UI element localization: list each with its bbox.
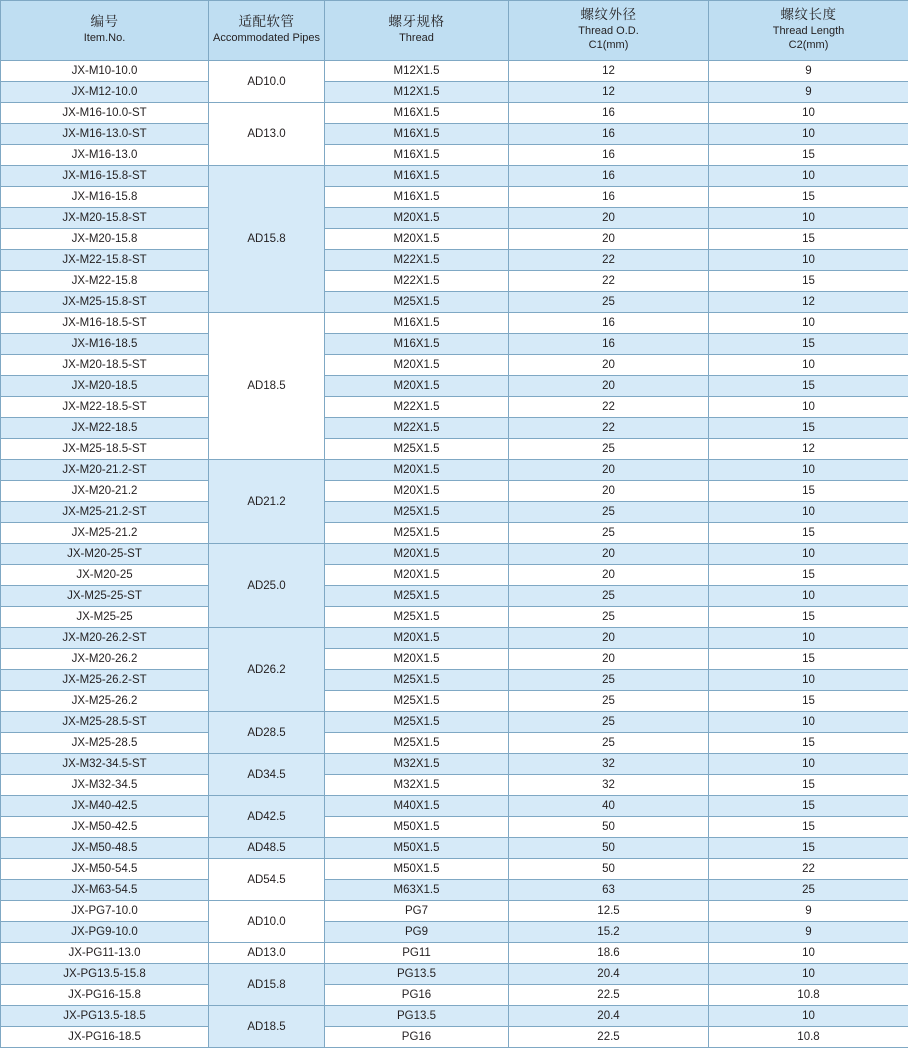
- cell-thread: M20X1.5: [325, 460, 509, 481]
- table-row: [1, 607, 908, 628]
- cell-thread-od: 63: [509, 880, 709, 901]
- table-row: [1, 208, 908, 229]
- cell-thread-od: 25: [509, 607, 709, 628]
- cell-thread: M25X1.5: [325, 586, 509, 607]
- cell-accommodated-pipe: AD15.8: [209, 964, 325, 1006]
- cell-thread-length: 10: [709, 586, 908, 607]
- cell-thread-length: 15: [709, 817, 908, 838]
- cell-thread: M25X1.5: [325, 523, 509, 544]
- cell-thread: M22X1.5: [325, 418, 509, 439]
- table-row: [1, 166, 908, 187]
- header-en-sublabel: C2(mm): [711, 39, 906, 53]
- cell-thread: M25X1.5: [325, 607, 509, 628]
- cell-thread-length: 10: [709, 628, 908, 649]
- cell-thread-length: 15: [709, 607, 908, 628]
- cell-thread-od: 25: [509, 292, 709, 313]
- cell-thread-od: 20.4: [509, 1006, 709, 1027]
- cell-thread-length: 10: [709, 124, 908, 145]
- cell-thread-length: 10: [709, 1006, 908, 1027]
- table-row: [1, 628, 908, 649]
- cell-item-no: JX-M16-13.0-ST: [1, 124, 209, 145]
- table-row: [1, 481, 908, 502]
- cell-item-no: JX-M32-34.5: [1, 775, 209, 796]
- table-row: [1, 649, 908, 670]
- table-row: [1, 565, 908, 586]
- cell-thread-od: 16: [509, 103, 709, 124]
- cell-thread-od: 50: [509, 859, 709, 880]
- table-row: [1, 943, 908, 964]
- cell-item-no: JX-PG13.5-15.8: [1, 964, 209, 985]
- cell-item-no: JX-M25-21.2-ST: [1, 502, 209, 523]
- table-row: [1, 544, 908, 565]
- cell-accommodated-pipe: AD26.2: [209, 628, 325, 712]
- table-row: [1, 775, 908, 796]
- table-row: [1, 796, 908, 817]
- cell-accommodated-pipe: AD10.0: [209, 61, 325, 103]
- cell-accommodated-pipe: AD18.5: [209, 313, 325, 460]
- cell-thread-od: 16: [509, 313, 709, 334]
- cell-thread: PG16: [325, 985, 509, 1006]
- table-row: [1, 418, 908, 439]
- cell-item-no: JX-M16-15.8: [1, 187, 209, 208]
- column-header-accommodated-pipes: [209, 1, 325, 61]
- cell-thread-od: 22: [509, 250, 709, 271]
- cell-thread-od: 25: [509, 691, 709, 712]
- cell-thread-length: 10: [709, 208, 908, 229]
- cell-thread-length: 10: [709, 964, 908, 985]
- cell-accommodated-pipe: AD18.5: [209, 1006, 325, 1048]
- cell-thread: M50X1.5: [325, 859, 509, 880]
- cell-thread-od: 15.2: [509, 922, 709, 943]
- cell-accommodated-pipe: AD25.0: [209, 544, 325, 628]
- cell-thread-od: 22: [509, 271, 709, 292]
- cell-thread-od: 20.4: [509, 964, 709, 985]
- cell-thread-length: 10: [709, 460, 908, 481]
- table-row: [1, 985, 908, 1006]
- cell-thread: PG9: [325, 922, 509, 943]
- cell-thread-length: 15: [709, 271, 908, 292]
- cell-thread: M25X1.5: [325, 733, 509, 754]
- table-row: [1, 439, 908, 460]
- table-row: [1, 838, 908, 859]
- cell-item-no: JX-M20-21.2: [1, 481, 209, 502]
- cell-thread-od: 16: [509, 124, 709, 145]
- header-en-label: Accommodated Pipes: [211, 32, 322, 46]
- column-header-item-no: [1, 1, 209, 61]
- cell-item-no: JX-M25-25-ST: [1, 586, 209, 607]
- cell-item-no: JX-M50-42.5: [1, 817, 209, 838]
- table-row: [1, 1027, 908, 1048]
- table-row: [1, 271, 908, 292]
- cell-thread-od: 16: [509, 166, 709, 187]
- cell-thread-od: 32: [509, 775, 709, 796]
- cell-thread-od: 22.5: [509, 985, 709, 1006]
- cell-thread: M22X1.5: [325, 397, 509, 418]
- cell-item-no: JX-M20-26.2: [1, 649, 209, 670]
- cell-thread: M22X1.5: [325, 250, 509, 271]
- cell-thread-od: 16: [509, 187, 709, 208]
- cell-thread-od: 25: [509, 670, 709, 691]
- table-row: [1, 292, 908, 313]
- cell-thread: M32X1.5: [325, 775, 509, 796]
- cell-thread-od: 16: [509, 145, 709, 166]
- table-row: [1, 145, 908, 166]
- cell-item-no: JX-M50-54.5: [1, 859, 209, 880]
- table-row: [1, 82, 908, 103]
- cell-item-no: JX-M20-18.5-ST: [1, 355, 209, 376]
- table-body: [1, 61, 908, 1048]
- cell-item-no: JX-M25-21.2: [1, 523, 209, 544]
- cell-accommodated-pipe: AD28.5: [209, 712, 325, 754]
- cell-accommodated-pipe: AD21.2: [209, 460, 325, 544]
- cell-item-no: JX-M25-15.8-ST: [1, 292, 209, 313]
- cell-thread-length: 10: [709, 397, 908, 418]
- cell-item-no: JX-M22-18.5: [1, 418, 209, 439]
- table-row: [1, 103, 908, 124]
- cell-thread-od: 12.5: [509, 901, 709, 922]
- cell-thread: M25X1.5: [325, 712, 509, 733]
- cell-thread: M20X1.5: [325, 565, 509, 586]
- table-row: [1, 187, 908, 208]
- cell-thread-od: 20: [509, 565, 709, 586]
- cell-thread: M20X1.5: [325, 208, 509, 229]
- cell-thread: M16X1.5: [325, 313, 509, 334]
- cell-thread: M16X1.5: [325, 103, 509, 124]
- cell-item-no: JX-M20-15.8-ST: [1, 208, 209, 229]
- table-row: [1, 859, 908, 880]
- cell-item-no: JX-M16-15.8-ST: [1, 166, 209, 187]
- cell-item-no: JX-M16-10.0-ST: [1, 103, 209, 124]
- cell-item-no: JX-PG11-13.0: [1, 943, 209, 964]
- cell-thread: M20X1.5: [325, 628, 509, 649]
- cell-thread-length: 10: [709, 355, 908, 376]
- cell-thread: M20X1.5: [325, 544, 509, 565]
- cell-thread-length: 10.8: [709, 985, 908, 1006]
- header-en-sublabel: C1(mm): [511, 39, 706, 53]
- header-cn-label: 适配软管: [211, 14, 322, 31]
- cell-thread: M20X1.5: [325, 229, 509, 250]
- table-row: [1, 901, 908, 922]
- cell-thread: M16X1.5: [325, 124, 509, 145]
- cell-thread-od: 20: [509, 229, 709, 250]
- cell-item-no: JX-M25-25: [1, 607, 209, 628]
- cell-thread-od: 25: [509, 523, 709, 544]
- cell-thread-length: 12: [709, 292, 908, 313]
- cell-item-no: JX-M20-18.5: [1, 376, 209, 397]
- table-row: [1, 355, 908, 376]
- cell-thread-length: 15: [709, 691, 908, 712]
- cell-thread: M20X1.5: [325, 649, 509, 670]
- cell-thread: M63X1.5: [325, 880, 509, 901]
- cell-thread-length: 15: [709, 229, 908, 250]
- cell-thread-length: 10: [709, 754, 908, 775]
- cell-thread-length: 9: [709, 901, 908, 922]
- table-row: [1, 922, 908, 943]
- cell-thread: M20X1.5: [325, 355, 509, 376]
- cell-thread-od: 16: [509, 334, 709, 355]
- cell-thread-od: 32: [509, 754, 709, 775]
- header-en-label: Thread: [327, 32, 506, 46]
- cell-thread-length: 15: [709, 481, 908, 502]
- cell-thread-length: 25: [709, 880, 908, 901]
- cell-thread: M50X1.5: [325, 817, 509, 838]
- cell-thread-length: 15: [709, 733, 908, 754]
- cell-item-no: JX-M25-28.5: [1, 733, 209, 754]
- cell-thread-od: 20: [509, 208, 709, 229]
- cell-thread: PG13.5: [325, 1006, 509, 1027]
- cell-thread: M16X1.5: [325, 334, 509, 355]
- header-cn-label: 编号: [3, 14, 206, 31]
- cell-item-no: JX-M40-42.5: [1, 796, 209, 817]
- cell-item-no: JX-M25-26.2-ST: [1, 670, 209, 691]
- cell-thread: M25X1.5: [325, 292, 509, 313]
- header-row: [1, 1, 908, 61]
- cell-item-no: JX-M16-18.5-ST: [1, 313, 209, 334]
- cell-thread-od: 22.5: [509, 1027, 709, 1048]
- cell-thread-od: 18.6: [509, 943, 709, 964]
- cell-thread-length: 15: [709, 376, 908, 397]
- cell-item-no: JX-M20-21.2-ST: [1, 460, 209, 481]
- column-header-thread-od: [509, 1, 709, 61]
- cell-thread-od: 20: [509, 628, 709, 649]
- cell-item-no: JX-M16-13.0: [1, 145, 209, 166]
- table-row: [1, 397, 908, 418]
- cell-thread-od: 25: [509, 733, 709, 754]
- cell-item-no: JX-M10-10.0: [1, 61, 209, 82]
- cell-item-no: JX-M32-34.5-ST: [1, 754, 209, 775]
- cell-thread-od: 20: [509, 460, 709, 481]
- cell-thread: M22X1.5: [325, 271, 509, 292]
- cell-thread: M25X1.5: [325, 691, 509, 712]
- cell-thread: M16X1.5: [325, 166, 509, 187]
- cell-thread-length: 9: [709, 82, 908, 103]
- cell-thread-length: 15: [709, 796, 908, 817]
- cell-accommodated-pipe: AD10.0: [209, 901, 325, 943]
- cell-item-no: JX-M25-26.2: [1, 691, 209, 712]
- cell-thread: M40X1.5: [325, 796, 509, 817]
- cell-item-no: JX-M22-18.5-ST: [1, 397, 209, 418]
- cell-item-no: JX-M16-18.5: [1, 334, 209, 355]
- cell-item-no: JX-M12-10.0: [1, 82, 209, 103]
- cell-thread: PG7: [325, 901, 509, 922]
- cell-thread-length: 10: [709, 712, 908, 733]
- cell-thread-length: 10: [709, 250, 908, 271]
- header-cn-label: 螺纹外径: [511, 7, 706, 24]
- table-row: [1, 124, 908, 145]
- cell-item-no: JX-M20-15.8: [1, 229, 209, 250]
- cell-thread: PG16: [325, 1027, 509, 1048]
- cell-thread-length: 10: [709, 166, 908, 187]
- cell-accommodated-pipe: AD42.5: [209, 796, 325, 838]
- header-en-label: Thread O.D.: [511, 25, 706, 39]
- table-row: [1, 733, 908, 754]
- cell-thread: M12X1.5: [325, 61, 509, 82]
- table-row: [1, 586, 908, 607]
- cell-thread-length: 10.8: [709, 1027, 908, 1048]
- cell-accommodated-pipe: AD54.5: [209, 859, 325, 901]
- cell-item-no: JX-M22-15.8: [1, 271, 209, 292]
- cell-thread-od: 22: [509, 397, 709, 418]
- cell-thread-od: 25: [509, 712, 709, 733]
- cell-thread-length: 15: [709, 775, 908, 796]
- column-header-thread-length: [709, 1, 908, 61]
- cell-item-no: JX-PG16-18.5: [1, 1027, 209, 1048]
- table-row: [1, 502, 908, 523]
- cell-accommodated-pipe: AD34.5: [209, 754, 325, 796]
- header-cn-label: 螺纹长度: [711, 7, 906, 24]
- cell-thread-od: 40: [509, 796, 709, 817]
- cell-thread: M16X1.5: [325, 145, 509, 166]
- cell-item-no: JX-M25-18.5-ST: [1, 439, 209, 460]
- table-row: [1, 691, 908, 712]
- table-row: [1, 1006, 908, 1027]
- cell-thread-od: 25: [509, 586, 709, 607]
- cell-thread: M12X1.5: [325, 82, 509, 103]
- table-header: [1, 1, 908, 61]
- table-row: [1, 523, 908, 544]
- cell-thread-length: 15: [709, 838, 908, 859]
- cell-thread-length: 22: [709, 859, 908, 880]
- cell-thread-od: 25: [509, 502, 709, 523]
- table-row: [1, 250, 908, 271]
- cell-thread-length: 15: [709, 523, 908, 544]
- header-en-label: Item.No.: [3, 32, 206, 46]
- cell-thread: M50X1.5: [325, 838, 509, 859]
- table-row: [1, 61, 908, 82]
- cell-accommodated-pipe: AD15.8: [209, 166, 325, 313]
- cell-item-no: JX-M50-48.5: [1, 838, 209, 859]
- cell-item-no: JX-PG16-15.8: [1, 985, 209, 1006]
- table-row: [1, 817, 908, 838]
- cell-thread-od: 25: [509, 439, 709, 460]
- cell-thread-length: 10: [709, 670, 908, 691]
- cell-item-no: JX-PG9-10.0: [1, 922, 209, 943]
- cell-thread-od: 12: [509, 82, 709, 103]
- cell-thread: M25X1.5: [325, 439, 509, 460]
- cell-thread-length: 10: [709, 544, 908, 565]
- table-row: [1, 670, 908, 691]
- column-header-thread: [325, 1, 509, 61]
- cell-accommodated-pipe: AD13.0: [209, 103, 325, 166]
- cell-thread-od: 20: [509, 544, 709, 565]
- cell-thread-length: 15: [709, 187, 908, 208]
- cell-thread: M32X1.5: [325, 754, 509, 775]
- cell-thread-length: 9: [709, 61, 908, 82]
- table-row: [1, 376, 908, 397]
- cell-thread-length: 15: [709, 334, 908, 355]
- table-row: [1, 964, 908, 985]
- table-row: [1, 880, 908, 901]
- table-row: [1, 754, 908, 775]
- table-row: [1, 313, 908, 334]
- cell-thread-length: 10: [709, 502, 908, 523]
- table-row: [1, 712, 908, 733]
- cell-item-no: JX-M20-25: [1, 565, 209, 586]
- cell-thread-od: 50: [509, 838, 709, 859]
- cell-thread-length: 15: [709, 649, 908, 670]
- cell-item-no: JX-PG7-10.0: [1, 901, 209, 922]
- cell-thread: M16X1.5: [325, 187, 509, 208]
- cell-thread-od: 20: [509, 481, 709, 502]
- cell-thread-length: 10: [709, 313, 908, 334]
- cell-thread-od: 20: [509, 376, 709, 397]
- cell-thread: M25X1.5: [325, 502, 509, 523]
- header-cn-label: 螺牙规格: [327, 14, 506, 31]
- cell-thread-od: 20: [509, 649, 709, 670]
- cell-item-no: JX-M22-15.8-ST: [1, 250, 209, 271]
- cell-thread: PG11: [325, 943, 509, 964]
- cell-item-no: JX-M63-54.5: [1, 880, 209, 901]
- cell-thread-length: 15: [709, 418, 908, 439]
- cell-thread-length: 10: [709, 943, 908, 964]
- cell-thread: PG13.5: [325, 964, 509, 985]
- table-row: [1, 460, 908, 481]
- cell-thread-length: 15: [709, 145, 908, 166]
- cell-accommodated-pipe: AD13.0: [209, 943, 325, 964]
- table-row: [1, 334, 908, 355]
- cell-thread: M20X1.5: [325, 481, 509, 502]
- cell-item-no: JX-PG13.5-18.5: [1, 1006, 209, 1027]
- cell-thread: M20X1.5: [325, 376, 509, 397]
- cell-thread-length: 15: [709, 565, 908, 586]
- cell-thread-length: 10: [709, 103, 908, 124]
- cell-thread-od: 20: [509, 355, 709, 376]
- table-row: [1, 229, 908, 250]
- cell-thread-od: 12: [509, 61, 709, 82]
- cell-thread-od: 22: [509, 418, 709, 439]
- header-en-label: Thread Length: [711, 25, 906, 39]
- cell-thread: M25X1.5: [325, 670, 509, 691]
- cell-item-no: JX-M25-28.5-ST: [1, 712, 209, 733]
- cell-thread-length: 12: [709, 439, 908, 460]
- cell-thread-length: 9: [709, 922, 908, 943]
- cell-item-no: JX-M20-25-ST: [1, 544, 209, 565]
- cell-thread-od: 50: [509, 817, 709, 838]
- cell-item-no: JX-M20-26.2-ST: [1, 628, 209, 649]
- cell-accommodated-pipe: AD48.5: [209, 838, 325, 859]
